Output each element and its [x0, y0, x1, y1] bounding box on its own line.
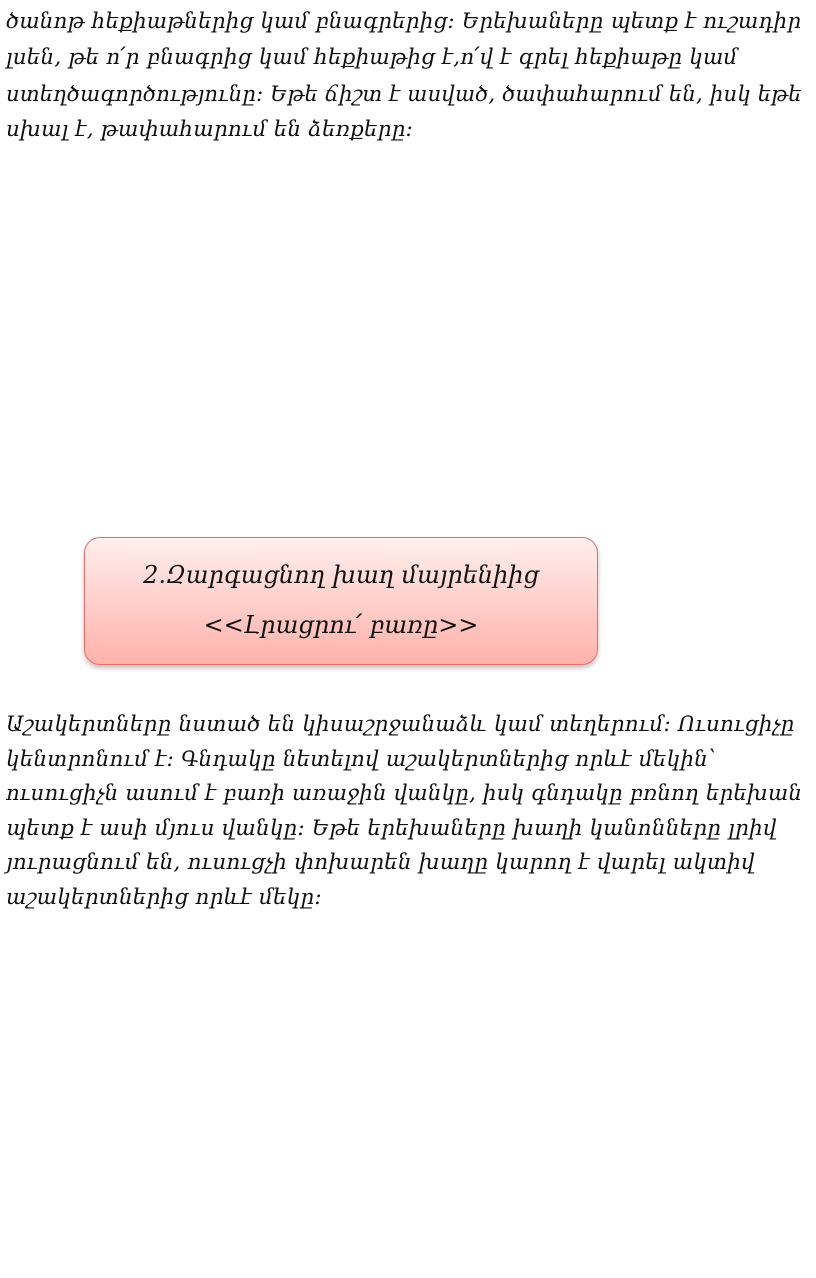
- paragraph-line: Աշակերտները նստած են կիսաշրջանաձև կամ տեղերում: Ուսուցիչը: [6, 712, 795, 737]
- paragraph-line: կենտրոնում է: Գնդակը նետելով աշակերտներից որևէ մեկին՝: [6, 746, 717, 772]
- paragraph-line: ծանոթ հեքիաթներից կամ բնագրերից: Երեխաները պետք է ուշադիր: [6, 9, 802, 34]
- intro-paragraph: [6, 4, 806, 148]
- game-title-box: [84, 537, 598, 665]
- paragraph-line: յուրացնում են, ուսուցչի փոխարեն խաղը կարող է վարել ակտիվ: [6, 850, 755, 875]
- paragraph-line: պետք է ասի մյուս վանկը: Եթե երեխաները խաղի կանոնները լրիվ: [6, 815, 777, 841]
- paragraph-line: սխալ է, թափահարում են ձեռքերը:: [6, 117, 414, 142]
- paragraph-line: ստեղծագործությունը: Եթե ճիշտ է ասված, ծափահարում են, իսկ եթե: [6, 81, 802, 106]
- game-title: 2.Զարգացնող խաղ մայրենիից: [143, 561, 539, 589]
- paragraph-line: աշակերտներից որևէ մեկը:: [6, 884, 322, 910]
- paragraph-line: լսեն, թե ո՛ր բնագրից կամ հեքիաթից է,ո՛վ է գրել հեքիաթը կամ: [6, 45, 738, 70]
- game-subtitle: <<Լրացրու՛ բառը>>: [203, 611, 479, 639]
- game-description-paragraph: [6, 708, 806, 915]
- paragraph-line: ուսուցիչն ասում է բառի առաջին վանկը, իսկ գնդակը բռնող երեխան: [6, 781, 803, 806]
